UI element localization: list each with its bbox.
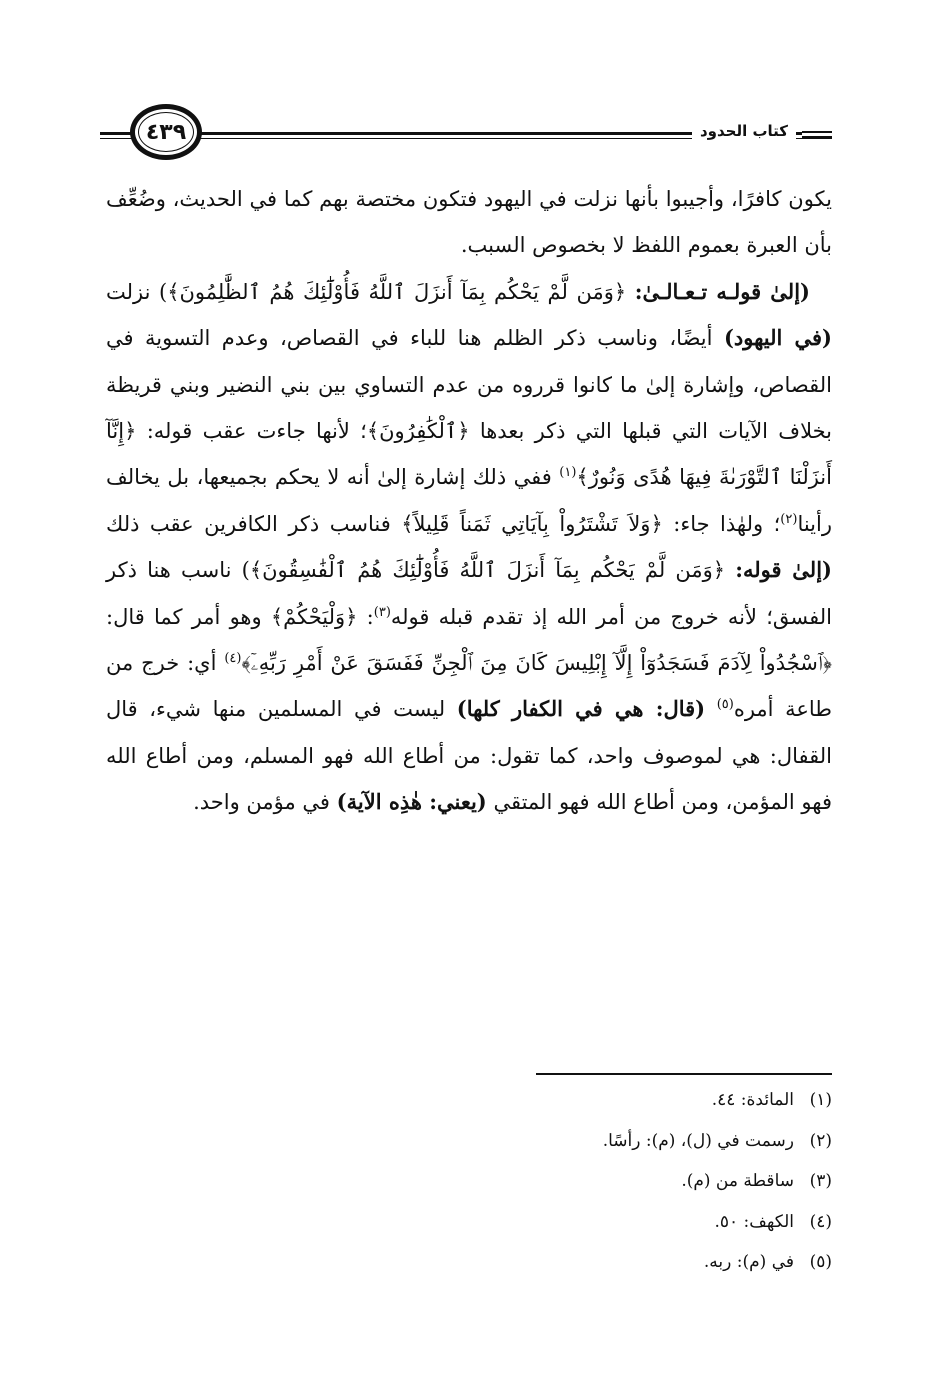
paragraph-1-text: يكون كافرًا، وأجيبوا بأنها نزلت في اليهود فتكون مختصة بهم كما في الحديث، وضُعِّف بأن العبرة بعموم اللفظ لا بخصوص السبب. — [106, 187, 832, 258]
footnotes-list — [272, 1080, 832, 1283]
footnote-number: (٣) — [809, 1171, 832, 1191]
bold-phrase-fil-yahud: (في اليهود) — [723, 325, 832, 351]
bold-phrase-ila-qawlihi-taala: (إلىٰ قولـه تـعـالـىٰ: — [634, 278, 810, 304]
footnote-text: رسمت في (ل)، (م): رأسًا. — [602, 1130, 794, 1151]
footnote-item — [272, 1161, 832, 1202]
footnote-separator — [536, 1073, 832, 1075]
text-segment: ففي ذلك إشارة إلىٰ أنه لا يحكم بجميعها، بل يخالف رأينا — [106, 465, 832, 536]
footnote-item — [272, 1121, 832, 1162]
footnote-text: المائدة: ٤٤. — [711, 1090, 794, 1110]
text-segment: أيضًا، وناسب ذكر الظلم هنا للباء في القصاص، وعدم التسوية في القصاص، وإشارة إلىٰ ما كانوا قرروه من عدم التساوي بين بني النضير وبني قريظة بخلاف الآيات التي قبلها التي ذكر بعدها — [106, 326, 832, 444]
main-text — [106, 176, 832, 826]
text-segment: ) ناسب هنا ذكر الفسق؛ لأنه خروج من أمر الله إذ تقدم قبله قوله — [106, 558, 832, 629]
text-segment: ليست في المسلمين منها شيء، قال القفال: هي لموصوف واحد، كما تقول: من أطاع الله فهو المسلم، ومن أطاع الله فهو المؤمن، ومن أطاع الله فهو المتقي — [106, 697, 832, 815]
bold-phrase-hiya-fil-kuffar: (قال: هي في الكفار كلها) — [456, 696, 706, 722]
footnote-item — [272, 1080, 832, 1121]
quran-word-kafirun: ﴿ٱلْكَٰفِرُونَ﴾ — [366, 419, 470, 444]
footnote-number: (٤) — [809, 1211, 832, 1232]
quran-word-walyahkum: ﴿وَلْيَحْكُمْ﴾ — [270, 604, 358, 629]
header-rule-cap — [802, 130, 832, 138]
text-segment: أي: خرج من طاعة أمره — [106, 651, 832, 722]
text-segment: فناسب ذكر الكافرين عقب ذلك — [106, 511, 391, 536]
footnote-ref-5[interactable]: (٥) — [716, 697, 734, 713]
quran-verse-zalimun: ﴿وَمَن لَّمْ يَحْكُم بِمَآ أَنزَلَ ٱللَّهُ فَأُوْلَٰٓئِكَ هُمُ ٱلظَّٰلِمُونَ﴾ — [167, 279, 627, 304]
footnote-ref-2[interactable]: (٢) — [780, 511, 798, 527]
quran-verse-la-tashtaru: ﴿وَلاَ تَشْتَرُواْ بِآيَاتِي ثَمَناً قَلِيلاً﴾ — [401, 511, 663, 536]
text-segment: وهو أمر كما قال: — [106, 604, 262, 629]
footnote-item — [272, 1202, 832, 1243]
footnote-ref-4[interactable]: (٤) — [224, 651, 242, 667]
footnote-ref-1[interactable]: (١) — [559, 465, 577, 481]
paragraph-2 — [106, 269, 832, 826]
paragraph-1 — [106, 176, 832, 269]
footnote-text: ساقطة من (م). — [681, 1171, 794, 1191]
running-header — [100, 100, 832, 170]
footnote-item — [272, 1242, 832, 1283]
footnote-number: (١) — [809, 1090, 832, 1110]
bold-phrase-yani-hadhihi-al-ayah: (يعني: هٰذِه الآية) — [336, 789, 487, 815]
page-number-badge — [130, 104, 202, 160]
text-segment: ؛ لأنها جاءت عقب قوله: — [146, 419, 367, 444]
footnote-number: (٢) — [809, 1130, 832, 1151]
text-segment: : — [366, 604, 374, 629]
page-number: ٤٣٩ — [145, 119, 187, 145]
text-segment: ؛ ولهٰذا جاء: — [673, 511, 781, 536]
quran-verse-fasiqun: ﴿وَمَن لَّمْ يَحْكُم بِمَآ أَنزَلَ ٱللَّهُ فَأُوْلَٰٓئِكَ هُمُ ٱلْفَٰسِقُونَ﴾ — [249, 558, 726, 583]
bold-phrase-ila-qawlihi: (إلىٰ قوله: — [735, 557, 832, 583]
quran-verse-anzalna-tawrah: ﴿إِنَّآ أَنزَلْنَا ٱلتَّوْرَىٰةَ فِيهَا هُدًى وَنُورٌ﴾ — [106, 419, 832, 490]
footnote-number: (٥) — [809, 1252, 832, 1272]
quran-verse-usjudu-li-adam: ﴿ٱسْجُدُواْ لِآدَمَ فَسَجَدُوٓاْ إِلَّآ إِبْلِيسَ كَانَ مِنَ ٱلْجِنِّ فَفَسَقَ عَنْ أَمْرِ رَبِّهِۦٓ﴾ — [241, 651, 832, 676]
text-segment: ) نزلت — [106, 279, 168, 304]
footnote-text: الكهف: ٥٠. — [714, 1211, 794, 1232]
footnote-text: في (م): ربه. — [703, 1252, 794, 1272]
book-title: كتاب الحدود — [692, 122, 796, 140]
footnote-ref-3[interactable]: (٣) — [373, 604, 391, 620]
text-segment: في مؤمن واحد. — [193, 790, 330, 815]
